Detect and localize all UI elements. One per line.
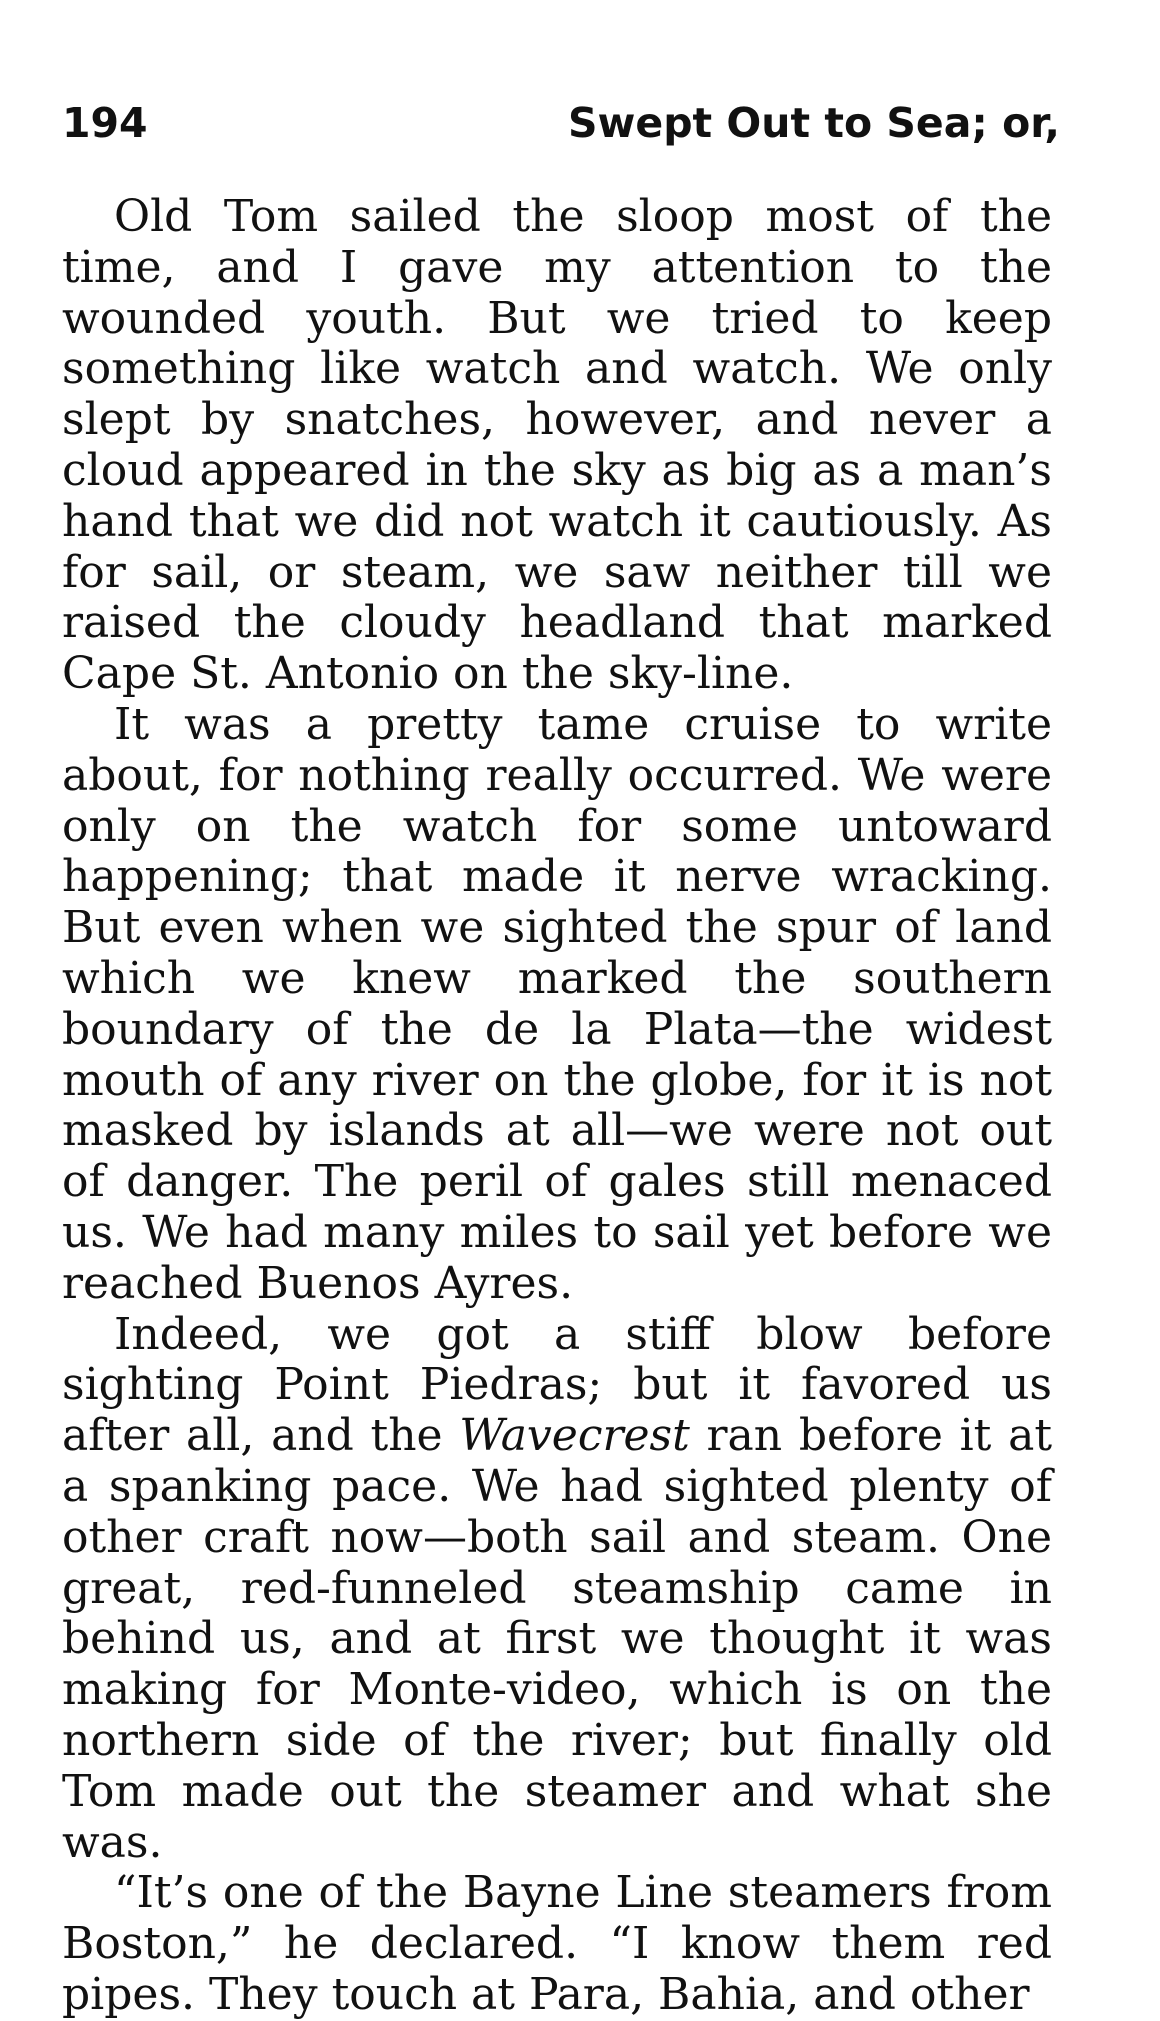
paragraph-3 <box>62 1310 1052 1869</box>
paragraph-3-text-after: ran before it at a spanking pace. We had sighted plenty of other craft now—both sail and steam. One great, red-funneled steamship came in behind us, and at first we thought it was making for Monte-video, which is on the northern side of the river; but finally old Tom made out the steamer and what she was. <box>62 1410 1052 1868</box>
paragraph-3-text-before: Indeed, we got a stiff blow before sighting Point Piedras; but it favored us after all, and the <box>62 1308 1052 1462</box>
page-number: 194 <box>62 99 148 147</box>
running-title: Swept Out to Sea; or, <box>568 99 1060 147</box>
running-head <box>62 88 1060 158</box>
ship-name: Wavecrest <box>459 1410 690 1462</box>
body-text <box>62 192 1052 2021</box>
paragraph-2: It was a pretty tame cruise to write about, for nothing really occurred. We were only on the watch for some untoward happening; that made it nerve wracking. But even when we sighted the spur of land which we knew marked the southern boundary of the de la Plata—the widest mouth of any river on the globe, for it is not masked by islands at all—we were not out of danger. The peril of gales still menaced us. We had many miles to sail yet before we reached Buenos Ayres. <box>62 698 1052 1309</box>
paragraph-1: Old Tom sailed the sloop most of the time, and I gave my attention to the wounded youth. But we tried to keep something like watch and watch. We only slept by snatches, however, and never a cloud appeared in the sky as big as a man’s hand that we did not watch it cautiously. As for sail, or steam, we saw neither till we raised the cloudy headland that marked Cape St. Antonio on the sky-line. <box>62 191 1052 700</box>
paragraph-4: “It’s one of the Bayne Line steamers from Boston,” he declared. “I know them red pipes. They touch at Para, Bahia, and other <box>62 1867 1052 2020</box>
